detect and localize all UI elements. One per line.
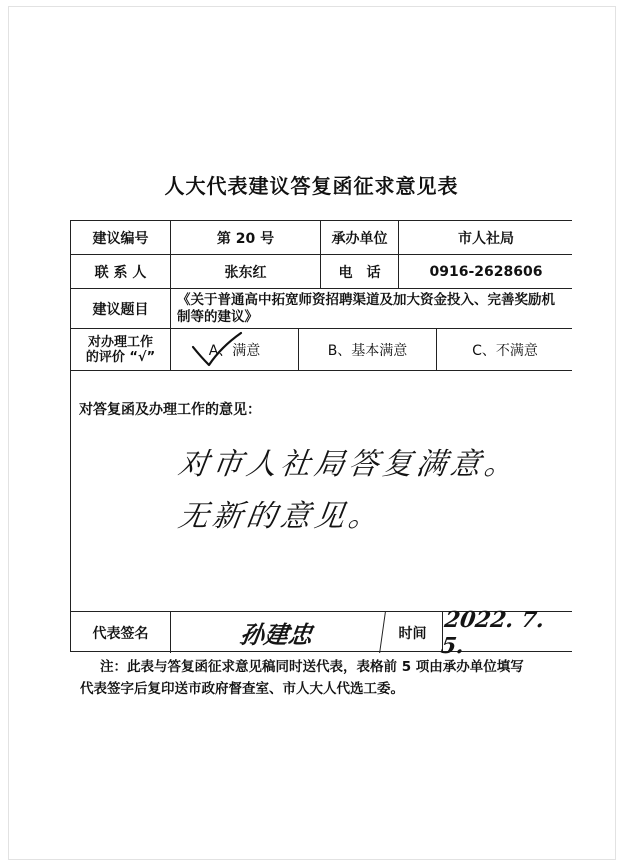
row-evaluation [71,329,572,371]
time-label: 时间 [383,612,443,653]
option-c-unsatisfied[interactable]: C、不满意 [472,342,538,359]
row-contact [71,255,572,289]
footnote [80,656,580,700]
suggestion-number-label: 建议编号 [71,221,171,254]
form-title: 人大代表建议答复函征求意见表 [164,174,459,198]
option-b-basically-satisfied[interactable]: B、基本满意 [299,329,437,370]
suggestion-number-value: 第 20 号 [171,221,321,254]
row-topic [71,289,572,329]
opinion-form-table [70,220,572,659]
evaluation-label [71,329,171,370]
handling-unit-value: 市人社局 [458,230,514,247]
evaluation-label-line1: 对办理工作 [87,334,153,350]
footnote-line2: 代表签字后复印送市政府督查室、市人大人代选工委。 [80,681,404,697]
option-a-label: A、满意 [208,342,261,359]
contact-value: 张东红 [171,255,321,288]
time-handwritten: 2022. 7. 5. [439,606,547,659]
row-signature [71,606,572,659]
topic-label: 建议题目 [71,289,171,328]
handwritten-opinion-line1: 对市人社局答复满意。 [176,447,521,482]
handling-unit-label: 承办单位 [321,221,399,254]
signature-handwritten: 孙建忠 [168,612,386,653]
option-a-satisfied[interactable] [171,329,299,370]
signature-label: 代表签名 [71,612,171,653]
evaluation-label-line2: 的评价 “√” [85,349,156,365]
topic-value: 《关于普通高中拓宽师资招聘渠道及加大资金投入、完善奖励机制等的建议》 [177,291,555,325]
opinion-label: 对答复函及办理工作的意见： [79,402,261,418]
phone-value: 0916-2628606 [429,263,543,280]
row-suggestion-number [71,221,572,255]
footnote-line1: 注：此表与答复函征求意见稿同时送代表，表格前 5 项由承办单位填写 [100,659,524,675]
contact-label: 联 系 人 [71,255,171,288]
phone-label: 电 话 [321,255,399,288]
handwritten-opinion-line2: 无新的意见。 [176,499,385,534]
